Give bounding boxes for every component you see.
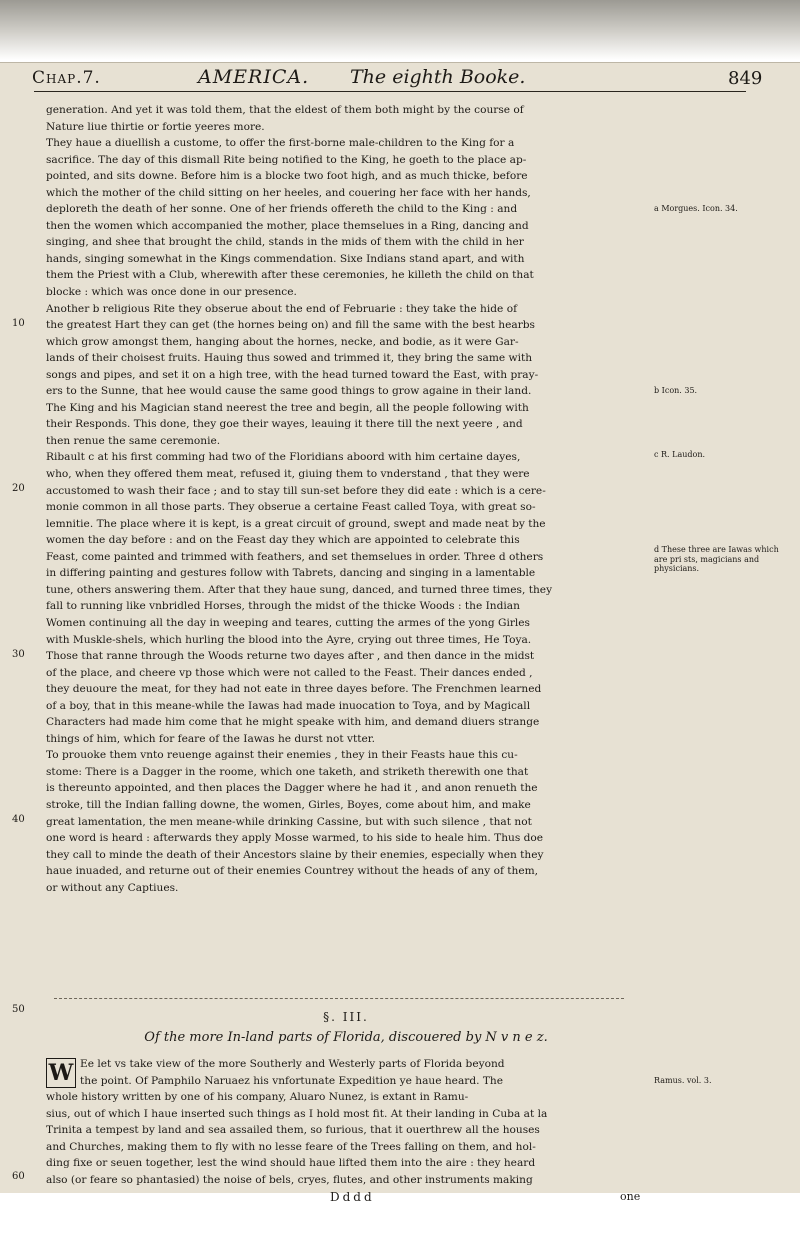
- note-text: Morgues. Icon. 34.: [661, 204, 738, 213]
- text-line: tune, others answering them. After that they haue sung, danced, and turned three times, they: [46, 583, 553, 596]
- catchword: one: [620, 1190, 641, 1203]
- text-line: whole history written by one of his company, Aluaro Nunez, is extant in Ramu-: [46, 1091, 469, 1104]
- text-line: singing, and shee that brought the child, stands in the mids of them with the child in her: [46, 236, 524, 249]
- note-text: These three are Iawas which are pri sts, magicians and physicians.: [654, 545, 779, 573]
- main-text: [46, 102, 646, 896]
- note-text: R. Laudon.: [661, 450, 706, 459]
- margin-note: [654, 450, 794, 460]
- line-number: 60: [12, 1171, 25, 1182]
- text-line: To prouoke them vnto reuenge against their enemies , they in their Feasts haue this cu-: [46, 749, 518, 762]
- book-label: The eighth Booke.: [350, 66, 526, 88]
- text-line: with Muskle-shels, which hurling the blood into the Ayre, crying out three times, He Toya.: [46, 633, 532, 646]
- scanner-edge: [0, 0, 800, 60]
- line-number: 40: [12, 814, 25, 825]
- text-line: and Churches, making them to fly with no lesse feare of the Trees falling on them, and hol-: [46, 1140, 536, 1153]
- text-line: or without any Captiues.: [46, 881, 179, 894]
- text-line: great lamentation, the men meane-while drinking Cassine, but with such silence , that not: [46, 815, 532, 828]
- text-line: stroke, till the Indian falling downe, the women, Girles, Boyes, come about him, and make: [46, 798, 531, 811]
- text-line: lemnitie. The place where it is kept, is a great circuit of ground, swept and made neat by the: [46, 517, 546, 530]
- text-line: of a boy, that in this meane-while the Iawas had made inuocation to Toya, and by Magicall: [46, 699, 531, 712]
- text-line: Nature liue thirtie or fortie yeeres more.: [46, 120, 265, 133]
- note-mark: b: [654, 386, 660, 395]
- text-line: then the women which accompanied the mother, place themselues in a Ring, dancing and: [46, 219, 529, 232]
- text-line: they call to minde the death of their Ancestors slaine by their enemies, especially when they: [46, 848, 544, 861]
- note-text: Ramus. vol. 3.: [654, 1076, 712, 1085]
- text-line: pointed, and sits downe. Before him is a blocke two foot high, and as much thicke, before: [46, 170, 528, 183]
- text-line: then renue the same ceremonie.: [46, 434, 221, 447]
- text-line: Another b religious Rite they obserue about the end of Februarie : they take the hide of: [46, 302, 517, 315]
- margin-note: [654, 386, 794, 396]
- text-line: which grow amongst them, hanging about the hornes, necke, and bodie, as it were Gar-: [46, 335, 519, 348]
- text-line: is thereunto appointed, and then places the Dagger where he had it , and anon renueth the: [46, 782, 538, 795]
- text-line: fall to running like vnbridled Horses, through the midst of the thicke Woods : the Indian: [46, 600, 520, 613]
- text-line: Ee let vs take view of the more Southerly and Westerly parts of Florida beyond: [80, 1058, 505, 1070]
- text-line: accustomed to wash their face ; and to stay till sun-set before they did eate : which is a cere-: [46, 484, 546, 497]
- text-line: Ribault c at his first comming had two of the Floridians aboord with him certaine dayes,: [46, 451, 521, 464]
- note-mark: c: [654, 450, 659, 459]
- section-title: Of the more In-land parts of Florida, discouered by N v n e z.: [144, 1030, 548, 1045]
- text-line: Those that ranne through the Woods returne two dayes after , and then dance in the midst: [46, 650, 535, 663]
- drop-capital: W: [46, 1058, 76, 1088]
- section-number: §. III.: [323, 1010, 369, 1024]
- section-text: [46, 1056, 646, 1188]
- running-title: AMERICA.: [198, 66, 310, 88]
- header-rule: [34, 91, 746, 92]
- text-line: they deuoure the meat, for they had not eate in three dayes before. The Frenchmen learned: [46, 683, 542, 696]
- text-line: one word is heard : afterwards they apply Mosse warmed, to his side to heale him. Thus doe: [46, 832, 544, 845]
- text-line: Feast, come painted and trimmed with feathers, and set themselues in order. Three d others: [46, 550, 544, 563]
- text-line: hands, singing somewhat in the Kings commendation. Sixe Indians stand apart, and with: [46, 252, 525, 265]
- text-line: deploreth the death of her sonne. One of her friends offereth the child to the King : and: [46, 203, 518, 216]
- text-line: things of him, which for feare of the Iawas he durst not vtter.: [46, 732, 375, 745]
- text-line: sius, out of which I haue inserted such things as I hold most fit. At their landing in Cuba at la: [46, 1107, 548, 1120]
- text-line: songs and pipes, and set it on a high tree, with the head turned toward the East, with pray-: [46, 368, 539, 381]
- text-line: generation. And yet it was told them, that the eldest of them both might by the course of: [46, 104, 524, 116]
- text-line: ding fixe or seuen together, lest the wind should haue lifted them into the aire : they heard: [46, 1157, 536, 1170]
- text-line: in differing painting and gestures follow with Tabrets, dancing and singing in a lamentable: [46, 567, 536, 580]
- note-text: Icon. 35.: [661, 386, 698, 395]
- text-line: Trinita a tempest by land and sea assailed them, so furious, that it ouerthrew all the houses: [46, 1124, 540, 1137]
- line-number: 30: [12, 649, 25, 660]
- text-line: lands of their choisest fruits. Hauing thus sowed and trimmed it, they bring the same with: [46, 352, 533, 365]
- text-line: Women continuing all the day in weeping and teares, cutting the armes of the yong Girles: [46, 616, 530, 629]
- text-line: their Responds. This done, they goe their wayes, leauing it there till the next yeere , and: [46, 418, 523, 431]
- text-line: They haue a diuellish a custome, to offer the first-borne male-children to the King for a: [46, 137, 515, 150]
- line-number: 10: [12, 318, 25, 329]
- line-number: 50: [12, 1004, 25, 1015]
- note-mark: d: [654, 545, 660, 554]
- signature-mark: Dddd: [330, 1190, 375, 1204]
- page-number: 849: [728, 68, 763, 89]
- text-line: The King and his Magician stand neerest the tree and begin, all the people following with: [46, 401, 529, 414]
- text-line: the point. Of Pamphilo Naruaez his vnfortunate Expedition ye haue heard. The: [80, 1074, 504, 1087]
- note-mark: a: [654, 204, 659, 213]
- margin-note: [654, 545, 794, 574]
- chapter-label: Chap.7.: [32, 68, 101, 88]
- text-line: stome: There is a Dagger in the roome, which one taketh, and striketh therewith one that: [46, 765, 529, 778]
- text-line: of the place, and cheere vp those which were not called to the Feast. Their dances ended ,: [46, 666, 533, 679]
- text-line: haue inuaded, and returne out of their enemies Countrey without the heads of any of them,: [46, 865, 538, 878]
- text-line: who, when they offered them meat, refused it, giuing them to vnderstand , that they were: [46, 468, 530, 481]
- text-line: blocke : which was once done in our presence.: [46, 286, 297, 299]
- text-line: also (or feare so phantasied) the noise of bels, cryes, flutes, and other instruments making: [46, 1173, 533, 1186]
- text-line: ers to the Sunne, that hee would cause the same good things to grow againe in their land.: [46, 385, 532, 398]
- section-divider: [54, 998, 624, 999]
- text-line: monie common in all those parts. They obserue a certaine Feast called Toya, with great so-: [46, 501, 536, 514]
- line-number: 20: [12, 483, 25, 494]
- text-line: the greatest Hart they can get (the hornes being on) and fill the same with the best hearbs: [46, 319, 535, 332]
- text-line: Characters had made him come that he might speake with him, and demand diuers strange: [46, 716, 540, 729]
- text-line: sacrifice. The day of this dismall Rite being notified to the King, he goeth to the place ap-: [46, 153, 527, 166]
- text-line: which the mother of the child sitting on her heeles, and couering her face with her hands,: [46, 186, 531, 199]
- text-line: women the day before : and on the Feast day they which are appointed to celebrate this: [46, 534, 520, 547]
- margin-note: [654, 204, 794, 214]
- margin-note: [654, 1076, 794, 1086]
- text-line: them the Priest with a Club, wherewith after these ceremonies, he killeth the child on that: [46, 269, 534, 282]
- running-header: [32, 64, 782, 94]
